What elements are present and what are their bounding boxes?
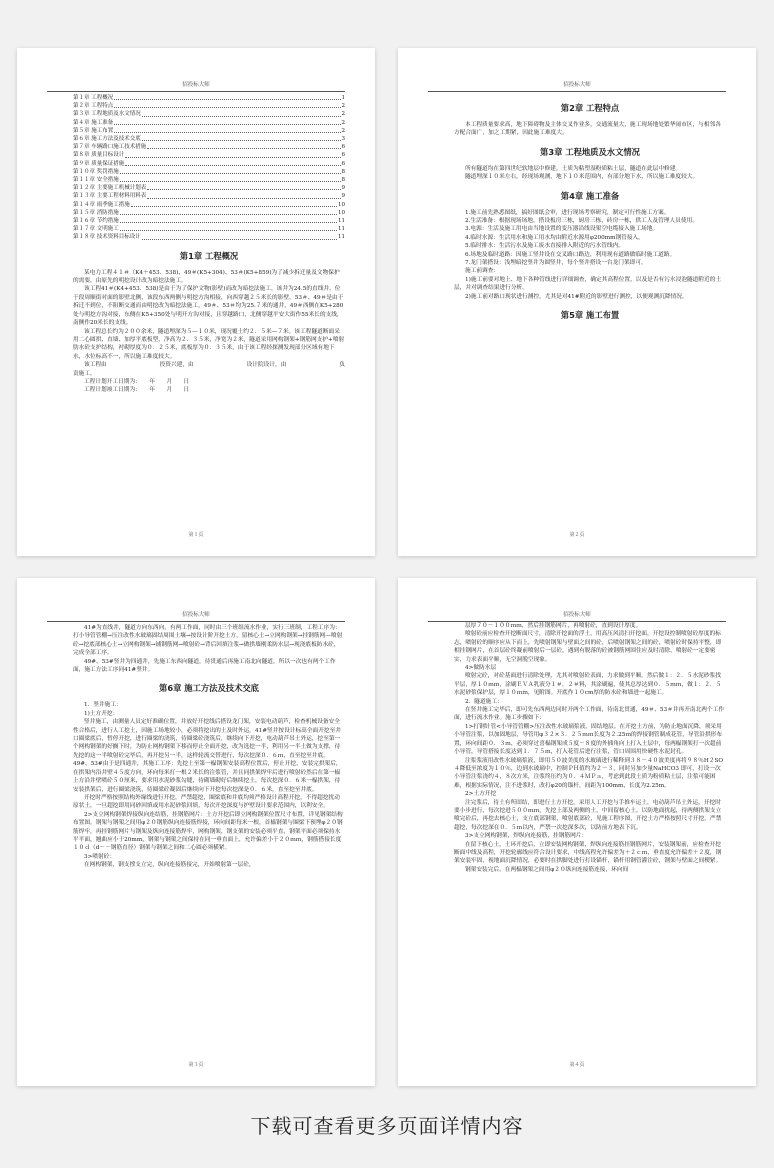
toc-leader-dots — [125, 165, 340, 166]
paragraph: 6.场地及临时道路：因施工竖井设在交叉路口路边，利用现有道路做临时施工道路。 — [465, 251, 676, 258]
toc-page-number: 1 — [341, 95, 345, 101]
plan-date-line: 工程计划开工日期为： 年 月 日 — [84, 378, 190, 385]
page-1 — [17, 48, 375, 556]
toc-label: 第１８章 技术资料目标设计 — [73, 234, 141, 241]
paragraph-group — [73, 624, 345, 674]
plan-date-line: 工程计划竣工日期为： 年 月 日 — [84, 387, 190, 394]
toc-page-number: 2 — [341, 127, 345, 134]
sign-segment: 负 — [339, 362, 345, 369]
toc-leader-dots — [120, 214, 337, 215]
toc-leader-dots — [142, 239, 337, 240]
paragraph: 喷射砼前应检查开挖断面尺寸，清除开挖面的浮土，用高压风清扫开挖面，开挖设控制喷射砼厚度的标志，喷射砼的顺序应从下而上，先喷射钢架与壁面之间的砼，后喷射钢架之间的砼，喷射砼时保持平整，即相挂钢网片，在首层砼终凝前喷射后一层砼，遇到有脱落的砼被钢筋网围住应及时清除，喷射砼一定要密实，力求表面平顺，无空洞脱空现象。 — [454, 631, 722, 663]
toc-row — [73, 127, 345, 135]
page-body — [73, 624, 345, 870]
paragraph: 1.施工前先熟悉图纸，搞好图纸会审，进行现场考察研究，制定可行性施工方案。 — [465, 209, 670, 216]
page-2 — [398, 48, 756, 556]
toc-leader-dots — [120, 173, 341, 174]
toc-page-number: 9 — [341, 185, 345, 192]
paragraph: 49#、53#竖井为四通井，先施工东西向隧道，待贯通后再施工南北向隧道，所以一次也有两个工作面，施工方法工序同41#竖井。 — [73, 658, 336, 674]
paragraph: 隧道埋深１０米左右，经现场观测，地下１０米范围内，有部分地下水，所以施工难度较大。 — [465, 174, 699, 181]
paragraph: 某电力工程４１＃（K4＋453．538)、49＃(K5+304)、53＃(K5+859)为了减少拆迁量及文物保护的需要，由原先的明挖设计改为暗挖法施工。 — [73, 269, 340, 285]
page-body — [73, 94, 345, 395]
paragraph: 1)施工前要对地上、地下各种管线进行详细调查，确定其高程位置，以及是否有污水浸泡隧道附近的土层，并对调查结果进行分析。 — [454, 276, 722, 292]
toc-label: 第１４章 雨季施工措施 — [73, 201, 130, 208]
toc-page-number: 6 — [341, 144, 345, 151]
toc-label: 第８章 质量目标设计 — [73, 152, 125, 159]
paragraph: 41#为直线井，隧道方向东西向，有两工作面，同时由三个班组流水作业，实行三班制，工程工序为：打小导管管棚→压注改性水玻璃固结周围土壤→按设计阶开挖土方，留核心土→立网构钢架→挂钢筋网—喷射砼→挖底部核心土→立网构钢架→铺钢筋网→喷射砼→背后回填注浆→做拱墙刚柔防水层→现浇底板防水砼，完成全部工序。 — [73, 625, 343, 657]
toc-leader-dots — [120, 181, 341, 182]
toc-label: 第１２章 主要施工机械计划表 — [73, 185, 147, 192]
toc-label: 第２章 工程特点 — [73, 103, 114, 110]
toc-page-number: 6 — [341, 152, 345, 159]
toc-leader-dots — [114, 124, 340, 125]
page-header: 招投标大师 — [428, 82, 726, 92]
toc-label: 第３章 工程地质及水文情况 — [73, 111, 141, 118]
toc-row — [73, 160, 345, 168]
paragraph: 竖井施工，由测量人员定好准确位置，并放好开挖线后搭设龙门架，安装电动葫芦，检查机械设备安全性合格后，进行人工挖土，因施工场地较小，必须将挖出的土及时外运。41#竖井按设计标高全面开挖至井口圈梁底后，暂停开挖，进行圈梁的浇筑，待圈梁砼浇筑后，继续向下开挖，电动葫芦吊土外运，挖至第一个网构钢架的好搁下时，为防止网构钢架下移而停止全面开挖，改为选挖一半，利用另一半土做为支撑，待先挖的这一半喷射砼完毕后，再开挖另一半，这样轮流交替进行，每次挖深０．６ｍ，直至挖至井底。49#、53#由于是四通井，其施工工序：先挖土至第一榀钢架安装高程位置后，停止开挖，安装完拱架后，在拱架内沿井壁４５度方向，环向每米打一根２米长的注浆管，并且同拱架焊牢后进行喷射砼然后在第一榀上方沿井壁喷砼５０厘米，要求用水泥砂浆勾缝，待砌墙砌好后继续挖土，每次挖深０．６米一榀拱架，待安装拱架后，进行圈梁浇筑，待圈梁砼凝固后继续向下开挖每次挖深是０．６米，直至挖至井底。 — [73, 719, 342, 793]
paragraph: 3>支立网构钢架，焊纵向连接筋，挂钢筋网片： — [465, 833, 588, 840]
paragraph: 2)施工前对路口现状进行测控，尤其是对41#附近的影壁进行测控，以便观测沉降情况。 — [465, 293, 688, 300]
toc-label: 第１章 工程概况 — [73, 95, 114, 101]
toc-label: 第７章 车辆路口施工技术措施 — [73, 144, 147, 151]
chapter-heading: 第6章 施工方法及技术交底 — [159, 683, 259, 694]
sign-segment: 投资兴建，由 — [159, 362, 194, 369]
paragraph: 在留下核心土，土环开挖后，立即安装网构钢架，焊纵向连接筋挂钢筋网片，安装钢架前，应检查开挖断面中线及高程，开挖轮廓线应符合设计要求，中线高程允许偏差为＋２ｃｍ，垂直度允许偏差＋２度，钢架安装牢固，视地面沉降情况，必要时在拱脚处进行打设锚杆，锚杆用钢管灌注砼，钢架与壁面之间楔紧。 — [454, 841, 722, 865]
paragraph: 2．隧道施工： — [465, 698, 503, 705]
toc-row — [73, 151, 345, 159]
paragraph: 3>喷射砼： — [84, 853, 116, 860]
toc-leader-dots — [125, 157, 340, 158]
page-header: 招投标大师 — [428, 612, 726, 622]
toc-page-number: 8 — [341, 177, 345, 184]
toc-page-number: 2 — [341, 111, 345, 118]
paragraph: 2.生活准备：根据现场场地，搭设板房三栋，厨房三栋，砖房一栋，供工人及管理人员使用。 — [465, 218, 698, 225]
paragraph: 本工程质量要求高，地下障碍物及主体交叉作业多，交通流量大，施工现场地处繁华闹市区，与相邻各方配合面广，加之工期紧，因此施工难度大。 — [454, 122, 721, 137]
toc-page-number: 11 — [338, 218, 345, 225]
paragraph: 该工程41＃(K4+453．538)是由于为了保护文物(影壁)而改为暗挖法施工，该井为24.5的直线井，位于段周顺街对面的影壁北侧，该段东西两侧与明挖方沟相接，向西穿越２５米长的影壁。53＃、49＃是由于拆迁不到位，不阻断交通而由明挖改为暗挖法施工，49＃、53＃均为25.７米的通井，49＃西侧在K5+280处与明挖方沟对接，东侧在K5+350处与明开方沟对接，且穿越路口，北侧穿越平安大街作55米长的支线，南侧作20米长的支线。 — [73, 286, 344, 327]
paragraph-group — [454, 622, 726, 874]
download-more-caption[interactable]: 下载可查看更多页面详情内容 — [250, 1114, 524, 1138]
toc-page-number: 8 — [341, 168, 345, 175]
toc-label: 第５章 施工布置 — [73, 127, 114, 134]
toc-leader-dots — [147, 189, 340, 190]
paragraph: 1>打钢针管<小导管管棚>压注改性水玻璃浆液，固结地层。在开挖土方前，为防止地面沉降，须采用小导管注浆，以加固地层，导管用φ３２×３．２５ｍｍ长度为２.25ｍ的焊接钢管制成花管，导管沿拱形布置，环向间距０．３ｍ，必须穿过喜榀钢架成５度－８度的外插角向上打入土层中，每两榀钢架打一次超前小导管，导管搭接长度达到１．７５ｍ，打入花管后进行注浆，管口周围用快硬性水泥封孔。 — [454, 723, 723, 756]
paragraph: 2>支立网构钢架焊接纵向连结筋，挂钢筋网片：土方开挖后即立网构钢架位置尺寸布置，详见钢架结构布置图。钢架与钢架之间用φ２０钢筋纵向连接筋焊接，环向间距每米一根，首榀钢架与圈梁下预埋φ２０钢筋焊牢，再挂钢筋网片与钢架及纵向连接筋焊牢，网构钢架，钢支架的安装必须平直，钢架平面必须保持水平平面，翘曲应小于20mm，钢架与钢架之间保持在同一垂直面上，允许偏差小于２０ｍｍ，钢筋搭接长度１０ｄ（d－－钢筋直径）钢架与钢架之间和二心圆必须横紧。 — [73, 811, 343, 852]
toc-page-number: 2 — [341, 119, 345, 126]
toc-label: 第１５章 消防措施 — [73, 209, 119, 216]
toc-row — [73, 119, 345, 127]
toc-leader-dots — [131, 206, 337, 207]
toc-row — [73, 233, 345, 241]
toc-leader-dots — [147, 198, 340, 199]
toc-row — [73, 110, 345, 118]
page-header: 招投标大师 — [47, 82, 345, 92]
toc-row — [73, 102, 345, 110]
page-number: 第１页 — [188, 532, 204, 538]
sign-segment: 设计院设计，由 — [246, 362, 287, 369]
chapter-heading: 第5章 施工布置 — [560, 310, 620, 321]
toc-label: 第４章 施工准备 — [73, 119, 114, 126]
toc-leader-dots — [114, 99, 340, 100]
toc-row — [73, 225, 345, 233]
toc-row — [73, 217, 345, 225]
sign-line — [73, 361, 345, 369]
toc-label: 第１０章 奖罚措施 — [73, 168, 119, 175]
toc-label: 第９章 质量保证措施 — [73, 160, 125, 167]
toc-row — [73, 94, 345, 102]
toc-leader-dots — [142, 116, 341, 117]
chapter-heading: 第3章 工程地质及水文情况 — [540, 146, 640, 157]
paragraph-group — [73, 269, 345, 361]
toc-row — [73, 201, 345, 209]
toc-leader-dots — [120, 222, 337, 223]
toc-page-number: 3 — [341, 136, 345, 143]
toc-page-number: 2 — [341, 103, 345, 110]
toc-leader-dots — [147, 148, 340, 149]
chapter-heading: 第2章 工程特点 — [560, 103, 620, 113]
paragraph: 喷射完砼，对砼基面进行清除处理，尤其对喷射砼表面，力求做到平顺。然后做１：２．５水泥砂浆找平层，厚１０ｍｍ，涂刷ＥＶＡ乳液分１＃，２＃料，其涂刷遍，使其总厚达到０．５ｍｍ，做１：２．５水泥砂浆保护层，厚１０ｍｍ，见附图。开底作１０cm厚的防水砼和墙进一起施工。 — [454, 673, 722, 697]
paragraph: 该工程总长约为２００余米，隧道埋深为５—１０米，现况覆土约２．５米—７米。该工程隧道断面采用二心圆拱、直墙、加厚平底板型，净高为２．３５米，净宽为２米，隧道采用网构钢架+钢筋网支护+喷射肋水砼支护结构，衬砌厚度为０．２５米，底板厚为０．３５米，由于该工程经探测发现部分区域有地下水，水位标高不一，所以施工难度较大。 — [73, 328, 345, 360]
toc-row — [73, 176, 345, 184]
toc-label: 第１１章 安全措施 — [73, 177, 119, 184]
toc-label: 第６章 施工方法及技术交底 — [73, 136, 141, 143]
toc-leader-dots — [120, 230, 337, 231]
toc-page-number: 10 — [338, 209, 345, 216]
paragraph: 4.临时水源：生活用水和施工用水均由附近水源用φ200mm钢管接入。 — [465, 234, 644, 241]
paragraph: 所有隧道均在第四世纪软地层中修建，土质为粘塑湿粉质粘土层，隧道在此层中修建。 — [465, 165, 682, 172]
page-number: 第２页 — [569, 532, 585, 538]
paragraph: 在网构钢架，钢支撑支立完，纵向连接筋接完，开始喷射第一层砼， — [84, 862, 255, 869]
toc-row — [73, 168, 345, 176]
chapter-heading: 第4章 施工准备 — [560, 190, 620, 201]
table-of-contents — [73, 94, 345, 242]
paragraph: 2>土方开挖 — [465, 791, 497, 798]
sign-continuation: 责施工。 — [73, 370, 96, 377]
sign-segment: 该工程由 — [84, 362, 107, 369]
paragraph: 1)土方开挖： — [84, 710, 119, 717]
toc-row — [73, 192, 345, 200]
toc-row — [73, 184, 345, 192]
paragraph: 注浆浆液用改性水玻璃浆液，即用５０波美度的水玻璃进行稀释到３８－４０波美度再将９８％H２SO４降低至浓度为１０％，边到水玻璃中，控制ＰＨ值约为２－３，同时另加少量NaHCO3 即可，打设一次小导管注浆浇约４，８次方米，注浆终压约为０．４ＭＰａ，考虑到此段土质为粉质粘土层，注浆可能困难，根据实际情况，注不进浆时，改打φ20的锚杆，间距为100mm，长度为2.25m。 — [454, 757, 724, 789]
paragraph: 5.临时排水：生活污水及施工废水直接排入附近的污水管线内。 — [465, 243, 624, 250]
toc-label: 第１７章 文明施工 — [73, 226, 119, 233]
toc-row — [73, 135, 345, 143]
page-header: 招投标大师 — [47, 612, 345, 622]
toc-page-number: 11 — [338, 234, 345, 241]
toc-row — [73, 143, 345, 151]
toc-leader-dots — [114, 132, 340, 133]
page-number: 第４页 — [569, 1062, 585, 1068]
toc-leader-dots — [114, 107, 340, 108]
page-3 — [17, 578, 375, 1086]
paragraph: 层厚７０－１００ｍｍ，然后挂钢筋网片，再喷射砼，直到设计厚度。 — [465, 623, 642, 629]
paragraph: 7.龙门架搭设：浅埋暗挖竖井为圆竖井，每个竖井搭设一台龙门架即可。 — [465, 260, 647, 267]
toc-label: 第１６章 节约措施 — [73, 218, 119, 225]
toc-page-number: 11 — [338, 226, 345, 233]
toc-page-number: 10 — [338, 201, 345, 208]
paragraph-group — [73, 701, 345, 869]
paragraph: 4>做防水层 — [465, 665, 497, 672]
paragraph: 钢架安装完后，在两榀钢架之间用φ２０纵向连接筋连接，环向间 — [465, 866, 629, 873]
page-number: 第３页 — [188, 1062, 204, 1068]
chapter-heading: 第1章 工程概况 — [179, 250, 239, 261]
toc-leader-dots — [142, 140, 341, 141]
toc-page-number: 6 — [341, 160, 345, 167]
paragraph: 施工前调查： — [465, 268, 500, 275]
paragraph: 3.电源：生活及施工用电由当地设置的变压器沿线设架空电缆接入施工场地。 — [465, 226, 659, 233]
page-4 — [398, 578, 756, 1086]
paragraph: 开挖时严格按照结构外缘线进行开挖，严禁超挖，圈梁底和井底均须严格设计高程开挖，不得超挖扰动原状土，一旦超挖即用同砂回填或用水泥砂浆回填，每次开挖深度与护壁设计要求范围内，以利安全。 — [73, 794, 340, 810]
page-body — [454, 94, 726, 328]
paragraph: 1．竖井施工： — [84, 702, 122, 709]
paragraph: 在竖井施工完毕后，即可先东西两边同时开两个工作面，待南北贯通，49＃、53＃井再开南北两个工作面，进行流水作业。施工步骤如下： — [454, 707, 725, 722]
paragraph: 注完浆后，待土有所固结，即进行土方开挖，采用人工开挖与手推车运土，电动葫芦吊土外运，开挖时要小步进行，每次挖进５００ｍｍ，先挖上部及两侧的土，中间留核心土，以防地面扰起，待两侧拱架支立喷完砼后，再挖去核心土，支立底部钢架，喷射底部砼，见施工程序图，开挖土方严格按照尺寸开挖，严禁超挖，每次挖深在０．５ｍ以内，严禁一次挖深多次，以防前方地表下沉。 — [454, 799, 722, 831]
toc-label: 第１３章 主要工程材料用料表 — [73, 193, 147, 200]
toc-page-number: 9 — [341, 193, 345, 200]
page-body — [454, 622, 726, 874]
toc-row — [73, 209, 345, 217]
